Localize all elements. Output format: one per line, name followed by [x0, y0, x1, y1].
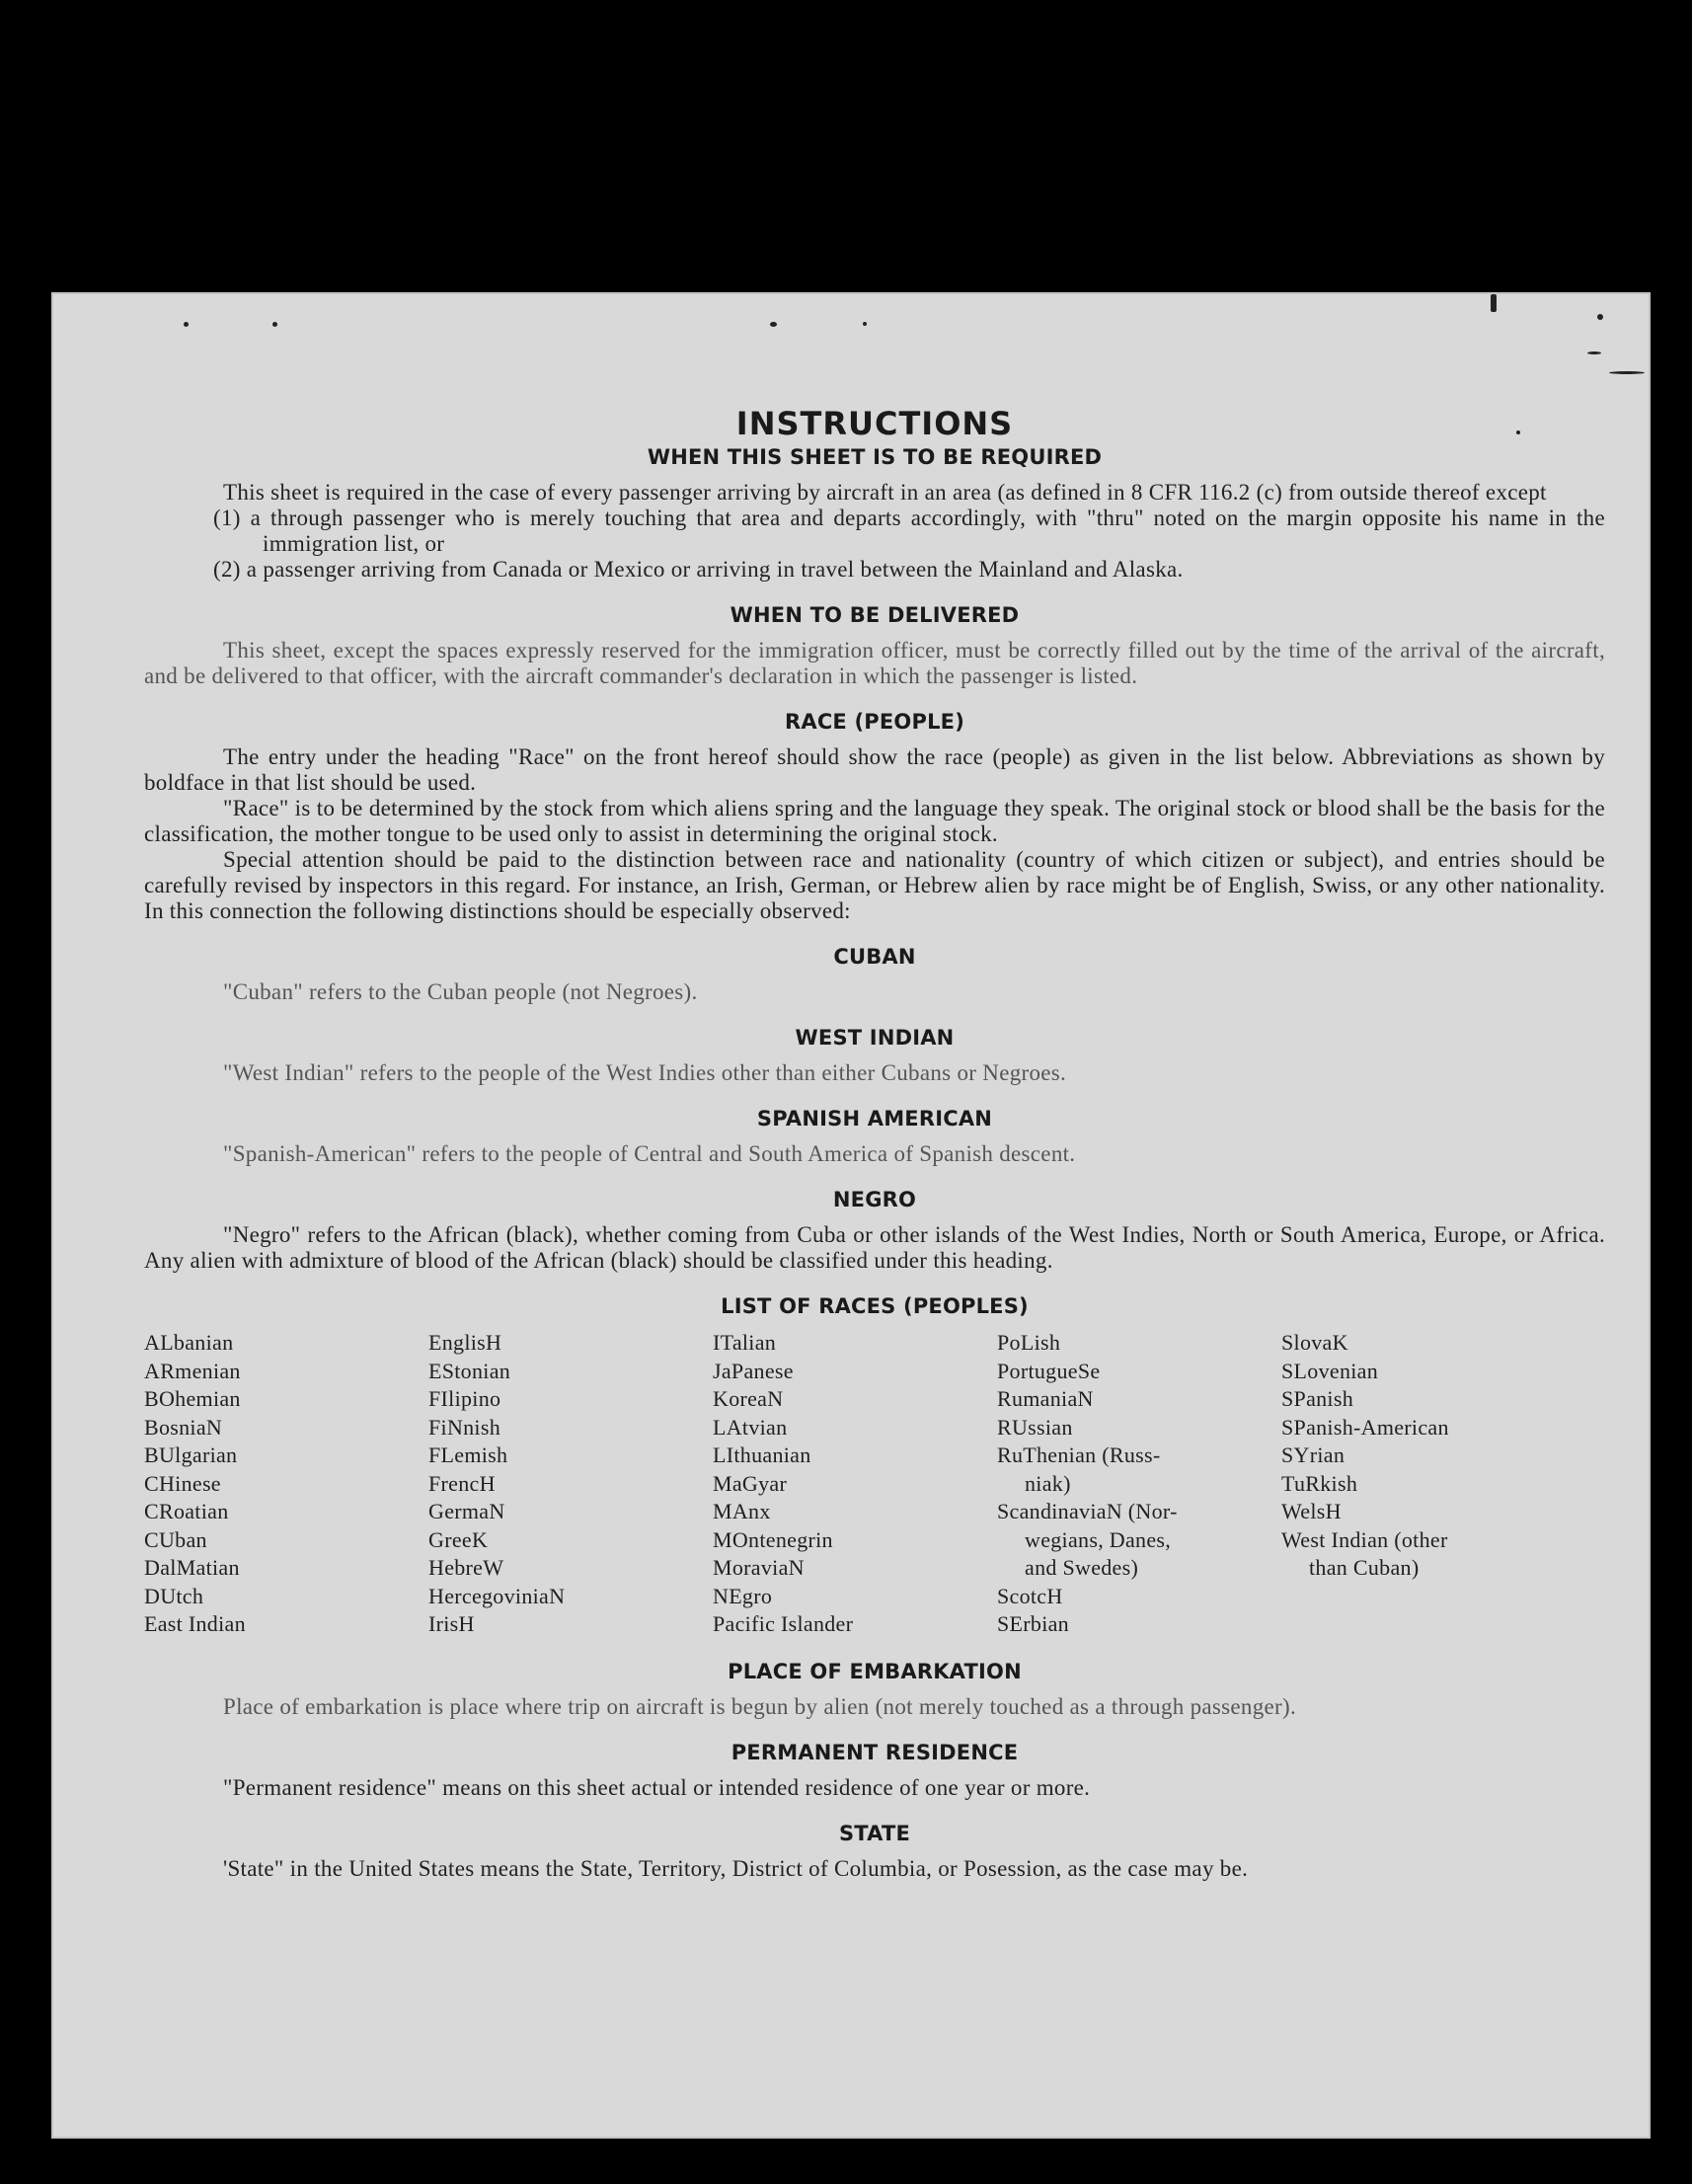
embarkation-paragraph: Place of embarkation is place where trip on aircraft is begun by alien (not merely touched as a through passenger). [223, 1693, 1297, 1719]
heading-when-delivered: WHEN TO BE DELIVERED [730, 603, 1020, 627]
race-column [713, 1329, 997, 1639]
page-title: INSTRUCTIONS [735, 405, 1014, 442]
race-entry: BOhemian [144, 1386, 241, 1411]
race-entry: DUtch [144, 1583, 204, 1608]
instructions-content [144, 405, 1605, 1882]
race-entry: TuRkish [1281, 1470, 1358, 1496]
race-entry: wegians, Danes, [1025, 1526, 1172, 1552]
race-entry: EStonian [428, 1358, 511, 1383]
race-entry: ARmenian [144, 1358, 241, 1383]
race-entry: than Cuban) [1309, 1555, 1420, 1580]
race-entry: LIthuanian [713, 1443, 811, 1467]
heading-west-indian: WEST INDIAN [795, 1026, 955, 1050]
heading-negro: NEGRO [832, 1188, 917, 1211]
race-entry: RumaniaN [997, 1386, 1094, 1411]
race-entry: CRoatian [144, 1499, 229, 1523]
race-entry: ScandinaviaN (Nor- [997, 1499, 1178, 1523]
race-paragraph-1: The entry under the heading "Race" on the front hereof should show the race (people) as given in the list below. Abbreviations as shown by boldface in that list should be used. [144, 744, 1605, 795]
heading-race: RACE (PEOPLE) [785, 710, 964, 734]
required-paragraph: This sheet is required in the case of every passenger arriving by aircraft in an area (as defined in 8 CFR 116.2 (c) from outside thereof except [223, 480, 1547, 505]
race-paragraph-2: "Race" is to be determined by the stock from which aliens spring and the language they speak. The original stock or blood shall be the basis for the classification, the mother tongue to be used only to assist in determining the original stock. [144, 796, 1605, 846]
race-entry: BUlgarian [144, 1443, 238, 1467]
delivered-paragraph: This sheet, except the spaces expressly reserved for the immigration officer, must be correctly filled out by the time of the arrival of the aircraft, and be delivered to that officer, with the aircraft commander's declaration in which the passenger is listed. [144, 638, 1605, 688]
cuban-paragraph: "Cuban" refers to the Cuban people (not Negroes). [223, 979, 698, 1004]
race-entry: SYrian [1281, 1443, 1346, 1467]
race-entry: DalMatian [144, 1555, 240, 1580]
race-entry: Pacific Islander [713, 1611, 854, 1636]
race-column [144, 1329, 428, 1639]
race-entry: FrencH [428, 1470, 496, 1496]
race-entry: ScotcH [997, 1583, 1063, 1608]
race-entry: WelsH [1281, 1499, 1342, 1523]
race-entry: LAtvian [713, 1414, 788, 1440]
race-entry: West Indian (other [1281, 1526, 1448, 1552]
race-entry: SPanish-American [1281, 1414, 1449, 1440]
race-entry: MoraviaN [713, 1555, 805, 1580]
negro-paragraph: "Negro" refers to the African (black), whether coming from Cuba or other islands of the West Indies, North or South America, Europe, or Africa. Any alien with admixture of blood of the African (black) should be classified under this heading. [144, 1222, 1605, 1273]
west-indian-paragraph: "West Indian" refers to the people of the West Indies other than either Cubans or Negroes. [223, 1060, 1067, 1085]
race-entry: PortugueSe [997, 1358, 1101, 1383]
race-entry: ITalian [713, 1330, 777, 1355]
race-entry: BosniaN [144, 1414, 223, 1440]
race-entry: KoreaN [713, 1386, 784, 1411]
document-sheet [51, 292, 1651, 2139]
required-item-2: (2) a passenger arriving from Canada or Mexico or arriving in travel between the Mainland and Alaska. [213, 557, 1184, 582]
race-entry: NEgro [713, 1583, 773, 1608]
race-entry: MAnx [713, 1499, 771, 1523]
heading-permanent-residence: PERMANENT RESIDENCE [731, 1740, 1019, 1764]
race-entry: PoLish [997, 1330, 1061, 1355]
race-entry: HercegoviniaN [428, 1583, 566, 1608]
race-entry: niak) [1025, 1470, 1071, 1496]
race-entry: SPanish [1281, 1386, 1354, 1411]
heading-spanish-american: SPANISH AMERICAN [756, 1107, 993, 1131]
required-item-1: (1) a through passenger who is merely touching that area and departs accordingly, with "thru" noted on the margin opposite his name in the immigration list, or [213, 506, 1605, 556]
race-entry: GreeK [428, 1526, 489, 1552]
race-entry: CUban [144, 1526, 207, 1552]
race-entry: East Indian [144, 1611, 246, 1636]
race-entry: RuThenian (Russ- [997, 1443, 1161, 1467]
race-entry: MOntenegrin [713, 1526, 833, 1552]
race-entry: SLovenian [1281, 1358, 1379, 1383]
race-entry: SlovaK [1281, 1330, 1348, 1355]
race-entry: RUssian [997, 1414, 1073, 1440]
heading-list-of-races: LIST OF RACES (PEOPLES) [721, 1294, 1029, 1318]
spanish-american-paragraph: "Spanish-American" refers to the people of Central and South America of Spanish descent. [223, 1141, 1076, 1166]
race-entry: JaPanese [713, 1358, 794, 1383]
race-paragraph-3: Special attention should be paid to the distinction between race and nationality (country of which citizen or subject), and entries should be carefully revised by inspectors in this regard. For instance, an Irish, German, or Hebrew alien by race might be of English, Swiss, or any other nationality. In this connection the following distinctions should be especially observed: [144, 847, 1605, 923]
race-entry: and Swedes) [1025, 1555, 1139, 1580]
race-entry: MaGyar [713, 1470, 788, 1496]
state-paragraph: 'State" in the United States means the State, Territory, District of Columbia, or Posession, as the case may be. [223, 1855, 1249, 1881]
race-entry: FiNnish [428, 1414, 501, 1440]
race-entry: IrisH [428, 1611, 475, 1636]
race-entry: GermaN [428, 1499, 505, 1523]
race-entry: EnglisH [428, 1330, 502, 1355]
residence-paragraph: "Permanent residence" means on this sheet actual or intended residence of one year or more. [223, 1774, 1091, 1800]
race-entry: ALbanian [144, 1330, 234, 1355]
race-column [428, 1329, 713, 1639]
heading-when-required: WHEN THIS SHEET IS TO BE REQUIRED [647, 445, 1103, 469]
race-entry: HebreW [428, 1555, 504, 1580]
race-column [1281, 1329, 1566, 1639]
heading-cuban: CUBAN [833, 945, 916, 969]
race-entry: FLemish [428, 1443, 508, 1467]
race-entry: CHinese [144, 1470, 221, 1496]
heading-place-of-embarkation: PLACE OF EMBARKATION [728, 1659, 1022, 1683]
heading-state: STATE [838, 1821, 911, 1845]
race-list [144, 1329, 1605, 1639]
race-column [997, 1329, 1281, 1639]
race-entry: FIlipino [428, 1386, 501, 1411]
race-entry: SErbian [997, 1611, 1069, 1636]
